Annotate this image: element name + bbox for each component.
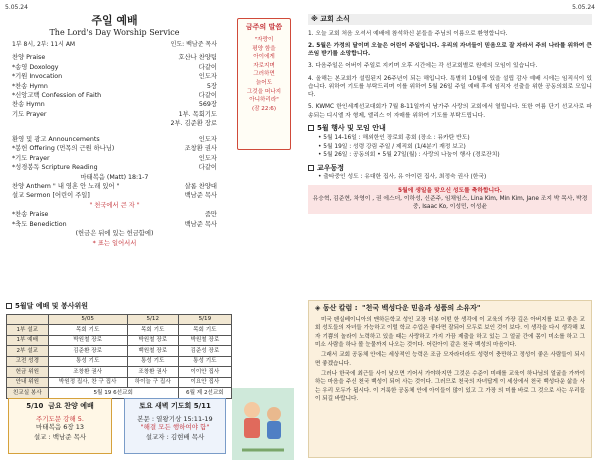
schedule-cell: 김준환 장로 bbox=[48, 346, 127, 357]
checkbox-icon bbox=[308, 125, 314, 131]
news-item-4: 4. 올해는 본교회가 설립된지 26주년이 되는 해입니다. 특별히 10월에 있을 설립 감사 예배 시에는 임직식이 있습니다. 위하여 기도를 부탁드리며 이를 위하여 5월 26일 주일 예배 후에 임직자 선출을 위한 공동의회로 모입니다. bbox=[308, 75, 592, 99]
friday-service-box bbox=[8, 398, 112, 454]
events-list bbox=[318, 134, 592, 159]
order-item-right: 조창환 권사 bbox=[184, 145, 217, 153]
order-item-label: " 천국에서 큰 자 " bbox=[89, 201, 140, 209]
order-item bbox=[12, 135, 217, 144]
schedule-cell: 통성 기도 bbox=[127, 356, 178, 367]
order-item bbox=[12, 154, 217, 163]
order-item-right: 다같이 bbox=[198, 63, 217, 71]
order-item-right: 5장 bbox=[206, 82, 217, 90]
order-item-right: 다같이 bbox=[198, 164, 217, 172]
order-item-label: *기원 Invocation bbox=[12, 73, 63, 81]
events-heading: 5월 행사 및 모임 안내 bbox=[317, 123, 386, 132]
news-heading: ※ 교회 소식 bbox=[308, 14, 592, 25]
verse-line: 늙어도 bbox=[255, 80, 273, 87]
concerns-heading: 교우동정 bbox=[317, 163, 345, 172]
order-item-label: 마태복음 (Matt) 18:1-7 bbox=[80, 173, 149, 181]
schedule-row-label: 고전 성경 bbox=[7, 356, 49, 367]
column-paragraph: 그래서 교회 공동체 안에는 세상적인 능력은 조금 모자라더라도 성령이 충만하고 정성이 좋은 사람들이 되시면 좋겠습니다. bbox=[315, 352, 585, 367]
order-item-right: 인도자 bbox=[198, 135, 217, 143]
column-title: "천국 백성다운 믿음과 성품의 소유자" bbox=[362, 304, 481, 312]
date-left: 5.05.24 bbox=[5, 4, 28, 11]
schedule-cell: 백원철 장로 bbox=[127, 346, 178, 357]
schedule-row-label: 안내 위원 bbox=[7, 377, 49, 388]
order-item bbox=[12, 144, 217, 153]
order-item bbox=[12, 173, 217, 182]
order-item bbox=[12, 239, 217, 248]
order-item bbox=[12, 163, 217, 172]
order-item-right: 2부. 김준환 장로 bbox=[170, 120, 217, 128]
column-section bbox=[308, 300, 592, 458]
birthday-heading: 5월에 생일을 맞으신 성도를 축하합니다. bbox=[398, 187, 502, 194]
order-item-right: 1부. 목회기도 bbox=[178, 110, 217, 118]
order-item bbox=[12, 53, 217, 62]
table-row bbox=[7, 377, 232, 388]
table-row bbox=[7, 335, 232, 346]
order-item-label: *봉헌 Offering (먼목의 근원 하나님) bbox=[12, 145, 115, 153]
order-item bbox=[12, 110, 217, 119]
order-item bbox=[12, 201, 217, 210]
order-item bbox=[12, 100, 217, 109]
column-heading: ◈ 동산 칼럼 : bbox=[315, 304, 358, 312]
column-paragraph: 그러나 한국에 최근들 사이 낮으면 기어서 가야하지만 그것은 수준이 미래를 교육이 하나님의 얼굴을 가까이 하는 마음을 주신 천국 백성이 되어 사는 것이다. 그러므로 천국의 자녀답게 이 세상에서 천국 백성다운 삶을 사는 우리 모두가 됩시다. 이 거룩한 공동체 안에 아이들이 많이 있고 그 가장 의 미를 바로 그 것으로 사는 우리들이 되길 바랍니다. bbox=[315, 371, 585, 403]
schedule-row-label: 1부 예배 bbox=[7, 335, 49, 346]
birthday-names: 유승혁, 김준현, 차영이 , 권 에스더, 이하성, 신준주, 임채임스, Lina Kim, Min Kim, Jane 조지 박 목사, 박경중, Isaac Ko, 이성민, 이성윤 bbox=[312, 196, 588, 211]
verse-line: 그러하면 bbox=[253, 71, 275, 78]
schedule-cell: 박원철 장로 bbox=[48, 335, 127, 346]
order-item-label: *송영 Doxology bbox=[12, 63, 59, 71]
schedule-section bbox=[6, 302, 296, 399]
order-item-right: 백남준 목사 bbox=[184, 220, 217, 228]
friday-passage: 주기도문 강해 5. bbox=[35, 414, 84, 423]
order-item-label: *찬송 Praise bbox=[12, 211, 49, 219]
friday-date: 5/10 bbox=[26, 402, 44, 410]
order-item bbox=[12, 91, 217, 100]
news-item-2: 2. 5월은 가정의 달이며 오늘은 어린이 주일입니다. 우리의 자녀들이 믿음으로 잘 자라서 주의 나라를 위하여 큰 쓰임 받기를 소망합니다. bbox=[308, 42, 592, 58]
schedule-cell: 하이늘 구 집사 bbox=[127, 377, 178, 388]
saturday-date: 5/11 bbox=[193, 402, 211, 410]
schedule-row-label: 2부 설교 bbox=[7, 346, 49, 357]
order-item bbox=[12, 72, 217, 81]
order-item-label: 찬송 Hymn bbox=[12, 101, 45, 109]
schedule-date-header: 5/05 bbox=[48, 314, 127, 325]
column-body bbox=[315, 316, 585, 404]
saturday-title: 토요 새벽 기도회 bbox=[139, 402, 192, 410]
schedule-cell: 통성 기도 bbox=[48, 356, 127, 367]
schedule-cell: 박원철 장로 bbox=[127, 335, 178, 346]
schedule-heading: 5월달 예배 및 봉사위원 bbox=[15, 302, 89, 310]
table-row bbox=[7, 325, 232, 336]
schedule-cell: 목회 기도 bbox=[127, 325, 178, 336]
order-item-right: 569장 bbox=[198, 101, 217, 109]
checkbox-icon bbox=[308, 165, 314, 171]
schedule-cell: 통성 기도 bbox=[178, 356, 231, 367]
saturday-line1: 본문 : 열왕기상 15:11-19 bbox=[137, 414, 213, 423]
worship-time: 1부 8시, 2부: 11시 AM bbox=[12, 40, 76, 48]
order-item-right: 백남준 목사 bbox=[184, 192, 217, 200]
verse-lines bbox=[238, 36, 290, 114]
schedule-date-header: 5/19 bbox=[178, 314, 231, 325]
order-item-label: *찬송 Hymn bbox=[12, 82, 48, 90]
verse-line: 자로지며 bbox=[253, 62, 275, 69]
verse-title: 금주의 말씀 bbox=[245, 23, 283, 31]
schedule-cell: 이이안 집사 bbox=[178, 367, 231, 378]
order-list bbox=[12, 53, 217, 248]
schedule-cell: 이요안 집사 bbox=[178, 377, 231, 388]
schedule-cell: 조창환 권사 bbox=[127, 367, 178, 378]
concern-item: • 출타중인 성도 : 유대한 집사, 유 아이린 집사, 최정숙 권사 (한국) bbox=[318, 174, 487, 181]
order-item-label: *성경봉독 Scripture Reading bbox=[12, 164, 98, 172]
order-item bbox=[12, 82, 217, 91]
schedule-cell: 6월 제 2선교회 bbox=[178, 388, 231, 399]
table-row bbox=[7, 388, 232, 399]
schedule-cell: 목회 기도 bbox=[48, 325, 127, 336]
table-row bbox=[7, 346, 232, 357]
schedule-cell: 박원철 장로 bbox=[178, 335, 231, 346]
order-item bbox=[12, 220, 217, 229]
order-item-label: 찬양 Anthem " 내 영혼 안 노래 있어 " bbox=[12, 182, 120, 190]
worship-order bbox=[12, 14, 217, 248]
order-item-label: *축도 Benediction bbox=[12, 220, 67, 228]
worship-subtitle: The Lord's Day Worship Service bbox=[49, 27, 180, 37]
schedule-date-header: 5/12 bbox=[127, 314, 178, 325]
verse-line: 그것을 떠나지 bbox=[246, 88, 282, 95]
order-item-right: 살롬 찬양대 bbox=[184, 182, 217, 190]
worship-leader: 인도: 백남준 목사 bbox=[170, 40, 217, 48]
news-item-1: 1. 오늘 교회 처음 오셔서 예배에 참석하신 분들을 주님의 이름으로 환영합니다. bbox=[308, 30, 508, 37]
schedule-row-label: 친교실 봉사 bbox=[7, 388, 49, 399]
saturday-service-box bbox=[124, 398, 226, 454]
order-item-label: 환영 및 광고 Announcements bbox=[12, 135, 100, 143]
order-item-right: 줌만 bbox=[204, 211, 217, 219]
verse-box bbox=[237, 18, 291, 150]
order-item-label: (헌금은 뒤에 있는 헌금함에) bbox=[75, 230, 154, 238]
concerns-list bbox=[318, 174, 592, 181]
friday-speaker: 설교 : 백남준 목사 bbox=[33, 433, 87, 441]
column-paragraph: 미국 펜실베이니아의 맨하든학교 성인 교장 더봉 어떤 한 생각에 이 교육의 가장 깊은 아버지를 보고 좋은 교회 성도들의 자녀들 가능하고 이럴 학교 수업은 좋다면 잘되어 모두로 보인 것이 보다. 이 생각을 다시 생각해 보자 기쁨의 놀라이 노력하고 있을 때는 사랑하고 가지 가끔 제출을 하고 있는 그 얼굴 간에 몸이 미소를 하고 그 미소 사람을 하나 볼 눈물까지 나오는 것이다. 어린아이 같은 천국 백성의 마음이다. bbox=[315, 316, 585, 348]
friday-title: 금요 찬양 예배 bbox=[48, 402, 94, 410]
kids-illustration bbox=[232, 388, 294, 460]
birthday-box bbox=[308, 185, 592, 214]
schedule-cell: 조창환 권사 bbox=[48, 367, 127, 378]
event-item: • 5월 14-16일 : 해외한인 장로회 총회 (장소 : 뮤카탄 반도) bbox=[318, 135, 470, 142]
order-item-right: 인도자 bbox=[198, 73, 217, 81]
verse-line: (잠 22:6) bbox=[251, 106, 277, 113]
schedule-row-label: 1부 설교 bbox=[7, 325, 49, 336]
event-item: • 5월 26일 : 공동의회 • 5월 27일(월) : 사랑의 나눔이 행사 (경로잔치) bbox=[318, 152, 500, 159]
order-item bbox=[12, 191, 217, 200]
news-item-5: 5. KWMC 한인세계선교대회가 7월 8-11일까지 남가주 사랑의 교회에서 열립니다. 또한 여름 단기 선교사로 파송되는 디시엘 자 형제, 엘리스 이 자매를 위하여 기도를 부탁드립니다. bbox=[308, 104, 592, 119]
order-item-label: 기도 Prayer bbox=[12, 110, 47, 118]
table-row bbox=[7, 356, 232, 367]
checkbox-icon bbox=[6, 303, 12, 309]
schedule-corner bbox=[7, 314, 49, 325]
order-item-label: * 표는 일어서서 bbox=[92, 239, 137, 247]
news-item-3: 3. 다음주일은 어버이 주일로 지키며 오후 시간에는 각 선교회별로 원예의 모임이 있습니다. bbox=[308, 63, 538, 70]
schedule-table bbox=[6, 314, 232, 399]
order-item bbox=[12, 210, 217, 219]
verse-line: 아이에게 bbox=[253, 54, 275, 61]
order-item bbox=[12, 229, 217, 238]
order-item bbox=[12, 182, 217, 191]
schedule-cell: 박원정 집사, 찬 구 집사 bbox=[48, 377, 127, 388]
order-item-right: 인도자 bbox=[198, 154, 217, 162]
schedule-cell: 김준성 장로 bbox=[178, 346, 231, 357]
table-row bbox=[7, 367, 232, 378]
order-item-label: 설교 Sermon [어린이 주일] bbox=[12, 192, 90, 200]
news-section bbox=[308, 14, 592, 214]
order-item-label: *기도 Prayer bbox=[12, 154, 50, 162]
schedule-row-label: 헌금 위원 bbox=[7, 367, 49, 378]
worship-title: 주일 예배 bbox=[91, 14, 138, 27]
children-illustration-icon bbox=[232, 388, 294, 460]
order-item-label: 찬양 Praise bbox=[12, 54, 46, 62]
order-item-right: 다같이 bbox=[198, 92, 217, 99]
schedule-cell: 목회 기도 bbox=[178, 325, 231, 336]
friday-ref: 마태복음 6장 13 bbox=[36, 422, 84, 431]
saturday-line2: "해결 모든 행하여야 함" bbox=[140, 422, 210, 431]
order-item bbox=[12, 63, 217, 72]
order-item bbox=[12, 119, 217, 128]
verse-line: "자랑이 bbox=[254, 36, 274, 43]
date-right: 5.05.24 bbox=[572, 4, 595, 11]
schedule-cell: 5월 19 6선교회 bbox=[48, 388, 178, 399]
order-item-right: 호산나 찬양팀 bbox=[178, 54, 217, 62]
order-item-label: *신앙고백 Confession of Faith bbox=[12, 92, 102, 99]
verse-line: 평양 함을 bbox=[252, 45, 276, 52]
saturday-speaker: 설교자 : 김현배 목사 bbox=[145, 433, 205, 441]
event-item: • 5월 19일 : 성령 강림 주일 / 제직회 (1/4분기 재정 보고) bbox=[318, 143, 466, 150]
verse-line: 아니하리라" bbox=[249, 97, 279, 104]
